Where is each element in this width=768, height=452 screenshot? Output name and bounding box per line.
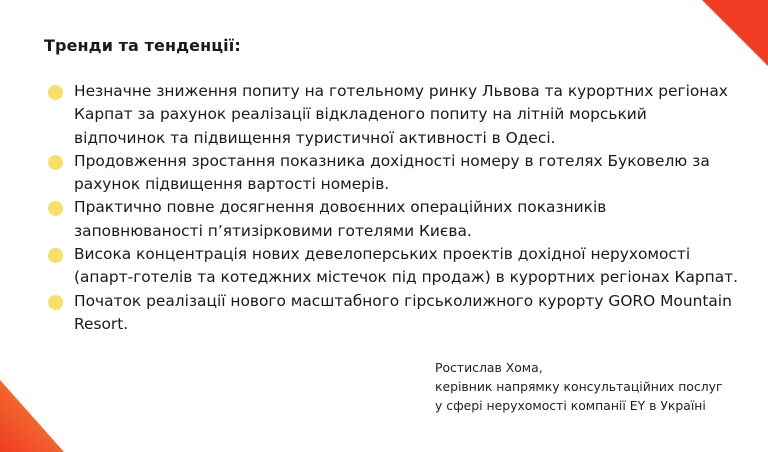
- list-item-text: Продовження зростання показника дохідності номеру в готелях Буковелю за рахунок підвищення вартості номерів.: [74, 151, 710, 194]
- list-item: [48, 243, 738, 290]
- bullet-dot-icon: [48, 295, 63, 310]
- list-item: [48, 150, 738, 197]
- list-item-text: Незначне зниження попиту на готельному ринку Львова та курортних регіонах Карпат за рахунок реалізації відкладеного попиту на літній морський відпочинок та підвищення туристичної активності в Одесі.: [74, 82, 728, 147]
- trend-list: [48, 80, 738, 336]
- corner-decoration-bottom-left: [0, 380, 64, 452]
- signature-block: [435, 358, 722, 415]
- section-title: Тренди та тенденції:: [44, 36, 241, 55]
- corner-decoration-top-right: [702, 0, 768, 66]
- list-item: [48, 196, 738, 243]
- signature-position-line-2: у сфері нерухомості компанії EY в Україні: [435, 398, 706, 413]
- list-item-text: Практично повне досягнення довоєнних операційних показників заповнюваності п’ятизірковими готелями Києва.: [74, 198, 607, 240]
- list-item: [48, 80, 738, 150]
- list-item-text: Висока концентрація нових девелоперських проектів дохідної нерухомості (апарт-готелів та котеджних містечок під продаж) в курортних регіонах Карпат.: [74, 245, 739, 287]
- signature-name: Ростислав Хома,: [435, 360, 543, 375]
- bullet-dot-icon: [48, 201, 63, 216]
- signature-position-line-1: керівник напрямку консультаційних послуг: [435, 379, 723, 394]
- list-item-text: Початок реалізації нового масштабного гірськолижного курорту GORO Mountain Resort.: [74, 291, 732, 333]
- bullet-dot-icon: [48, 85, 63, 100]
- bullet-dot-icon: [48, 248, 63, 263]
- bullet-dot-icon: [48, 155, 63, 170]
- list-item: [48, 290, 738, 337]
